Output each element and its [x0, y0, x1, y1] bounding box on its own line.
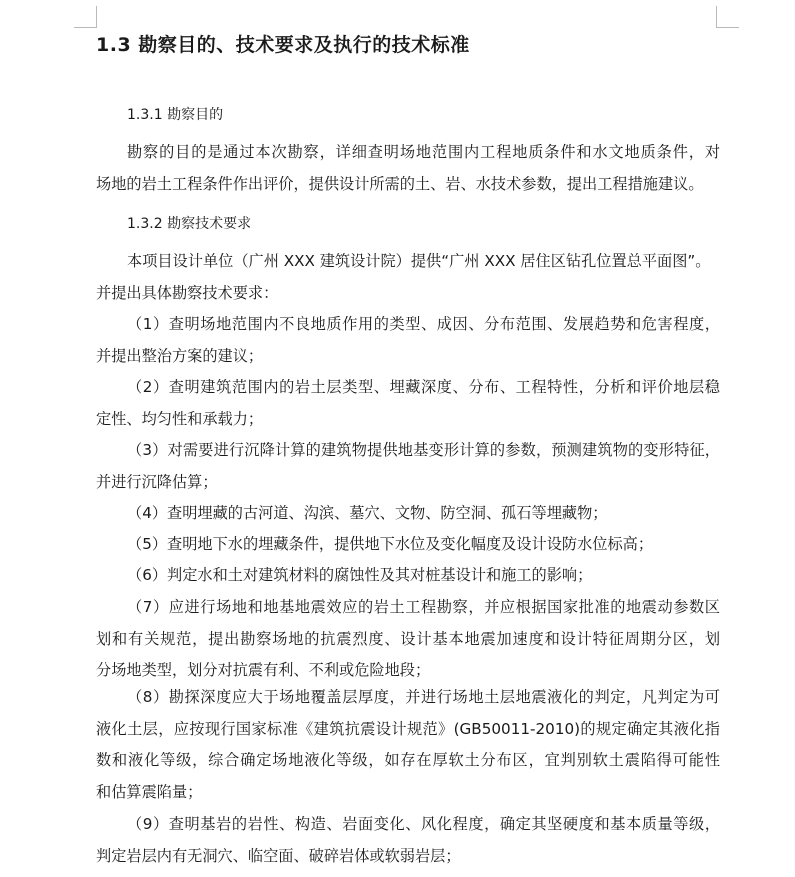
crop-mark-top-left	[96, 6, 97, 28]
text-line: 划和有关规范，提出勘察场地的抗震烈度、设计基本地震加速度和设计特征周期分区，划	[96, 629, 720, 648]
text-line: 分场地类型，划分对抗震有利、不利或危险地段；	[96, 661, 431, 679]
text-line: （8）勘探深度应大于场地覆盖层厚度，并进行场地土层地震液化的判定，凡判定为可	[127, 688, 720, 706]
text-line: 并提出具体勘察技术要求：	[96, 283, 279, 302]
purpose-paragraph	[96, 137, 720, 200]
text-line: （9）查明基岩的岩性、构造、岩面变化、风化程度，确定其坚硬度和基本质量等级，	[127, 815, 720, 833]
text-line: （3）对需要进行沉降计算的建筑物提供地基变形计算的参数，预测建筑物的变形特征，	[127, 441, 720, 459]
text-line: （7）应进行场地和地基地震效应的岩土工程勘察，并应根据国家批准的地震动参数区	[127, 598, 720, 616]
text-line: 本项目设计单位（广州 XXX 建筑设计院）提供“广州 XXX 居住区钻孔位置总平面图”。	[127, 252, 711, 270]
text-line: （1）查明场地范围内不良地质作用的类型、成因、分布范围、发展趋势和危害程度，	[127, 315, 720, 333]
section-heading: 1.3 勘察目的、技术要求及执行的技术标准	[96, 34, 470, 56]
crop-mark-top-right	[716, 6, 717, 28]
requirement-item-8	[96, 682, 720, 808]
text-line: 数和液化等级，综合确定场地液化等级，如存在厚软土分布区，宜判别软土震陷得可能性	[96, 751, 720, 769]
requirement-item-9	[96, 809, 720, 872]
text-line: （5）查明地下水的埋藏条件，提供地下水位及变化幅度及设计设防水位标高；	[127, 535, 654, 553]
crop-mark-top-right	[716, 27, 739, 28]
text-line: 和估算震陷量；	[96, 782, 203, 801]
text-line: （4）查明埋藏的古河道、沟滨、墓穴、文物、防空洞、孤石等埋藏物；	[127, 504, 608, 522]
requirement-item-4	[96, 498, 720, 530]
text-line: 定性、均匀性和承载力；	[96, 409, 264, 428]
requirement-item-7	[96, 592, 720, 687]
text-line: （6）判定水和土对建筑材料的腐蚀性及其对桩基设计和施工的影响；	[127, 566, 593, 584]
text-line: 并提出整治方案的建议；	[96, 346, 264, 365]
text-line: （2）查明建筑范围内的岩土层类型、埋藏深度、分布、工程特性，分析和评价地层稳	[127, 378, 720, 396]
subsection-title-requirements: 1.3.2 勘察技术要求	[127, 216, 252, 232]
text-line: 液化土层，应按现行国家标准《建筑抗震设计规范》(GB50011-2010)的规定确定其液化指	[96, 719, 720, 738]
requirements-intro	[96, 246, 720, 309]
text-line: 场地的岩土工程条件作出评价，提供设计所需的土、岩、水技术参数，提出工程措施建议。	[96, 174, 704, 193]
requirement-item-1	[96, 309, 720, 372]
text-line: 判定岩层内有无洞穴、临空面、破碎岩体或软弱岩层；	[96, 846, 461, 865]
requirement-item-5	[96, 529, 720, 561]
subsection-title-purpose: 1.3.1 勘察目的	[127, 107, 224, 123]
requirement-item-6	[96, 560, 720, 592]
requirement-item-3	[96, 435, 720, 498]
text-line: 勘察的目的是通过本次勘察，详细查明场地范围内工程地质条件和水文地质条件，对	[127, 143, 720, 161]
crop-mark-top-left	[74, 27, 97, 28]
requirement-item-2	[96, 372, 720, 435]
text-line: 并进行沉降估算；	[96, 472, 218, 491]
